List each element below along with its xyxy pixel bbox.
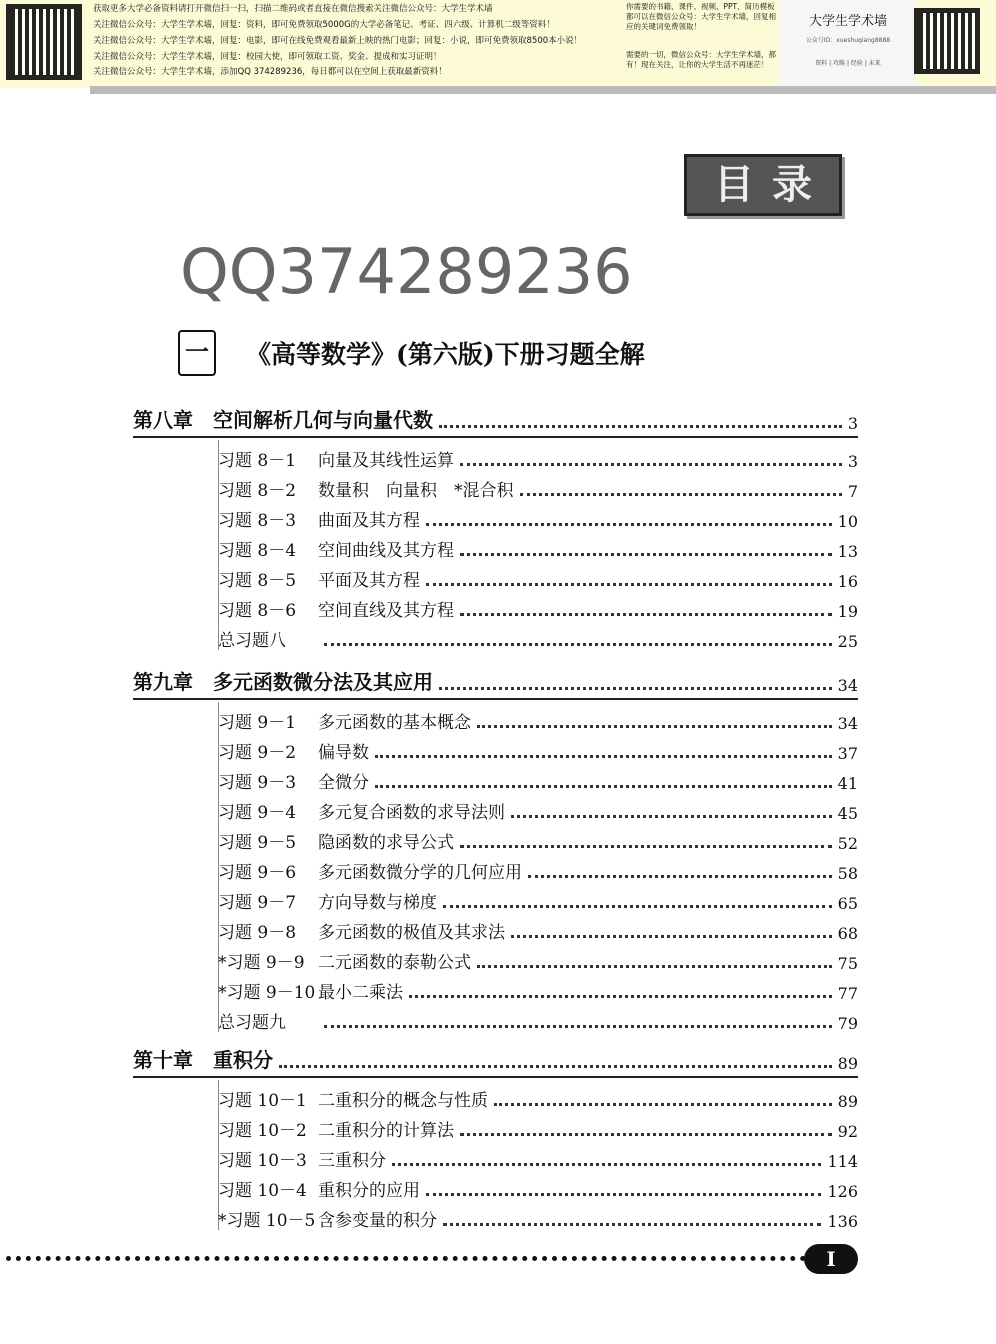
- exercise-title: 隐函数的求导公式: [318, 833, 454, 853]
- chapter-title: 重积分: [213, 1048, 273, 1072]
- page-ref: 7: [847, 482, 858, 501]
- banner-note: 你需要的书籍、课件、视频、PPT、简历模板都可以在微信公众号：大学生学术墙，回复相应的关键词免费领取！: [626, 2, 776, 31]
- page-ref: 10: [837, 512, 858, 531]
- leader-dots: [520, 493, 842, 496]
- page-ref: 114: [827, 1152, 858, 1171]
- leader-dots: [439, 425, 842, 428]
- section-heading: [178, 330, 645, 376]
- page-ref: 45: [837, 804, 858, 823]
- exercise-title: 最小二乘法: [318, 983, 403, 1003]
- exercise-title: 空间曲线及其方程: [318, 541, 454, 561]
- page-number: I: [804, 1244, 858, 1274]
- page-ref: 19: [837, 602, 858, 621]
- toc-item[interactable]: [218, 536, 858, 561]
- exercise-code: 总习题八: [218, 631, 286, 651]
- exercise-title: 全微分: [318, 773, 369, 793]
- exercise-title: 多元函数微分学的几何应用: [318, 863, 522, 883]
- leader-dots: [426, 583, 832, 586]
- exercise-code: 习题 8－6: [218, 601, 297, 621]
- exercise-code: 习题 9－2: [218, 743, 297, 763]
- toc-item[interactable]: [218, 978, 858, 1003]
- exercise-code: 习题 9－4: [218, 803, 297, 823]
- exercise-title: 向量及其线性运算: [318, 451, 454, 471]
- leader-dots: [477, 965, 832, 968]
- exercise-code: 习题 9－6: [218, 863, 297, 883]
- exercise-title: 偏导数: [318, 743, 369, 763]
- leader-dots: [460, 845, 832, 848]
- banner-line: 关注微信公众号：大学生学术墙，回复：资料，即可免费领取5000G的大学必备笔记、考证、四六级、计算机二级等资料！: [93, 20, 555, 30]
- leader-dots: [443, 1223, 821, 1226]
- page-ref: 68: [837, 924, 858, 943]
- toc-item[interactable]: [218, 626, 858, 651]
- account-tags: 资料 | 攻略 | 经验 | 未来: [815, 60, 881, 67]
- banner-note: 需要的一切，微信公众号：大学生学术墙，都有！现在关注，让你的大学生活不再迷茫！: [626, 50, 776, 69]
- toc-item[interactable]: [218, 1176, 858, 1201]
- toc-item[interactable]: [218, 708, 858, 733]
- exercise-code: 习题 8－1: [218, 451, 297, 471]
- exercise-title: 含参变量的积分: [318, 1211, 437, 1231]
- leader-dots: [511, 815, 832, 818]
- exercise-title: 二重积分的概念与性质: [318, 1091, 488, 1111]
- exercise-title: 方向导数与梯度: [318, 893, 437, 913]
- page-ref: 92: [837, 1122, 858, 1141]
- leader-dots: [460, 1133, 832, 1136]
- toc-item[interactable]: [218, 828, 858, 853]
- chapter-number: 第八章: [133, 408, 193, 432]
- toc-item[interactable]: [218, 798, 858, 823]
- chapter-row[interactable]: [133, 666, 858, 700]
- leader-dots: [426, 1193, 821, 1196]
- page-ref: 25: [837, 632, 858, 651]
- toc-item[interactable]: [218, 476, 858, 501]
- exercise-title: 三重积分: [318, 1151, 386, 1171]
- page-ref: 58: [837, 864, 858, 883]
- leader-dots: [324, 643, 832, 646]
- exercise-title: 多元函数的基本概念: [318, 713, 471, 733]
- toc-item[interactable]: [218, 1206, 858, 1231]
- page-title: 目录: [684, 154, 842, 216]
- chapter-title: 多元函数微分法及其应用: [213, 670, 433, 694]
- leader-dots: [460, 613, 832, 616]
- toc-item[interactable]: [218, 888, 858, 913]
- leader-dots: [375, 785, 832, 788]
- banner-line: 关注微信公众号：大学生学术墙，回复：电影，即可在线免费观看最新上映的热门电影；回复：小说，即可免费领取8500本小说！: [93, 36, 583, 46]
- leader-dots: [511, 935, 832, 938]
- exercise-title: 二重积分的计算法: [318, 1121, 454, 1141]
- exercise-code: 习题 9－1: [218, 713, 297, 733]
- leader-dots: [279, 1065, 832, 1068]
- toc-item[interactable]: [218, 506, 858, 531]
- exercise-code: 习题 10－2: [218, 1121, 307, 1141]
- page-ref: 13: [837, 542, 858, 561]
- page-ref: 3: [847, 414, 858, 433]
- section-number: 一: [178, 330, 216, 376]
- account-name: 大学生学术墙: [808, 14, 887, 29]
- page-ref: 41: [837, 774, 858, 793]
- leader-dots: [528, 875, 832, 878]
- toc-item[interactable]: [218, 1086, 858, 1111]
- exercise-code: 习题 8－5: [218, 571, 297, 591]
- section-title: 《高等数学》(第六版)下册习题全解: [246, 340, 645, 369]
- qr-code: [6, 4, 82, 80]
- page-ref: 3: [847, 452, 858, 471]
- page-ref: 89: [837, 1092, 858, 1111]
- page-ref: 136: [827, 1212, 858, 1231]
- page-ref: 77: [837, 984, 858, 1003]
- leader-dots: [409, 995, 832, 998]
- page-ref: 37: [837, 744, 858, 763]
- leader-dots: [439, 687, 832, 690]
- exercise-code: 习题 10－1: [218, 1091, 307, 1111]
- exercise-code: 习题 8－4: [218, 541, 297, 561]
- page-ref: 75: [837, 954, 858, 973]
- exercise-title: 数量积 向量积 *混合积: [318, 481, 514, 501]
- exercise-code: 习题 9－5: [218, 833, 297, 853]
- page-ref: 34: [837, 676, 858, 695]
- page-ref: 79: [837, 1014, 858, 1033]
- page-ref: 52: [837, 834, 858, 853]
- exercise-code: 习题 9－3: [218, 773, 297, 793]
- toc-item[interactable]: [218, 738, 858, 763]
- leader-dots: [460, 463, 842, 466]
- toc-item[interactable]: [218, 1146, 858, 1171]
- chapter-row[interactable]: [133, 1044, 858, 1078]
- leader-dots: [324, 1025, 832, 1028]
- exercise-code: 习题 8－3: [218, 511, 297, 531]
- banner-line: 关注微信公众号：大学生学术墙，回复：校园大使，即可领取工资、奖金、提成和实习证明！: [93, 52, 442, 62]
- exercise-code: *习题 10－5: [218, 1211, 316, 1231]
- exercise-code: 总习题九: [218, 1013, 286, 1033]
- leader-dots: [494, 1103, 832, 1106]
- exercise-title: 二元函数的泰勒公式: [318, 953, 471, 973]
- leader-dots: [426, 523, 832, 526]
- exercise-title: 曲面及其方程: [318, 511, 420, 531]
- exercise-code: *习题 9－9: [218, 953, 305, 973]
- page-ref: 65: [837, 894, 858, 913]
- ad-banner: [0, 0, 996, 88]
- toc-item[interactable]: [218, 858, 858, 883]
- exercise-title: 空间直线及其方程: [318, 601, 454, 621]
- chapter-number: 第十章: [133, 1048, 193, 1072]
- toc-item[interactable]: [218, 596, 858, 621]
- leader-dots: [392, 1163, 821, 1166]
- scan-strip: [90, 86, 996, 94]
- banner-line: 关注微信公众号：大学生学术墙，添加QQ 374289236，每日都可以在空间上获取最新资料！: [93, 67, 447, 77]
- exercise-title: 多元函数的极值及其求法: [318, 923, 505, 943]
- watermark: QQ374289236: [180, 235, 633, 308]
- exercise-code: 习题 10－3: [218, 1151, 307, 1171]
- toc-item[interactable]: [218, 948, 858, 973]
- chapter-title: 空间解析几何与向量代数: [213, 408, 433, 432]
- exercise-code: *习题 9－10: [218, 983, 316, 1003]
- leader-dots: [460, 553, 832, 556]
- exercise-title: 多元复合函数的求导法则: [318, 803, 505, 823]
- page-ref: 16: [837, 572, 858, 591]
- chapter-row[interactable]: [133, 404, 858, 438]
- footer-dots: [6, 1256, 806, 1261]
- toc-item[interactable]: [218, 566, 858, 591]
- page-ref: 126: [827, 1182, 858, 1201]
- toc-item[interactable]: [218, 1116, 858, 1141]
- account-id: 公众号ID：xueshuqiang8888: [805, 37, 891, 44]
- toc-item[interactable]: [218, 918, 858, 943]
- toc-item[interactable]: [218, 768, 858, 793]
- toc-item[interactable]: [218, 446, 858, 471]
- leader-dots: [443, 905, 832, 908]
- banner-line: 获取更多大学必备资料请打开微信扫一扫，扫描二维码或者直接在微信搜索关注微信公众号：大学生学术墙: [93, 4, 493, 14]
- page-ref: 89: [837, 1054, 858, 1073]
- leader-dots: [375, 755, 832, 758]
- toc-item[interactable]: [218, 1008, 858, 1033]
- page-ref: 34: [837, 714, 858, 733]
- exercise-code: 习题 9－8: [218, 923, 297, 943]
- account-card: [780, 0, 916, 86]
- chapter-number: 第九章: [133, 670, 193, 694]
- exercise-title: 重积分的应用: [318, 1181, 420, 1201]
- qr-code: [914, 8, 980, 74]
- leader-dots: [477, 725, 832, 728]
- exercise-code: 习题 8－2: [218, 481, 297, 501]
- exercise-code: 习题 10－4: [218, 1181, 307, 1201]
- exercise-title: 平面及其方程: [318, 571, 420, 591]
- exercise-code: 习题 9－7: [218, 893, 297, 913]
